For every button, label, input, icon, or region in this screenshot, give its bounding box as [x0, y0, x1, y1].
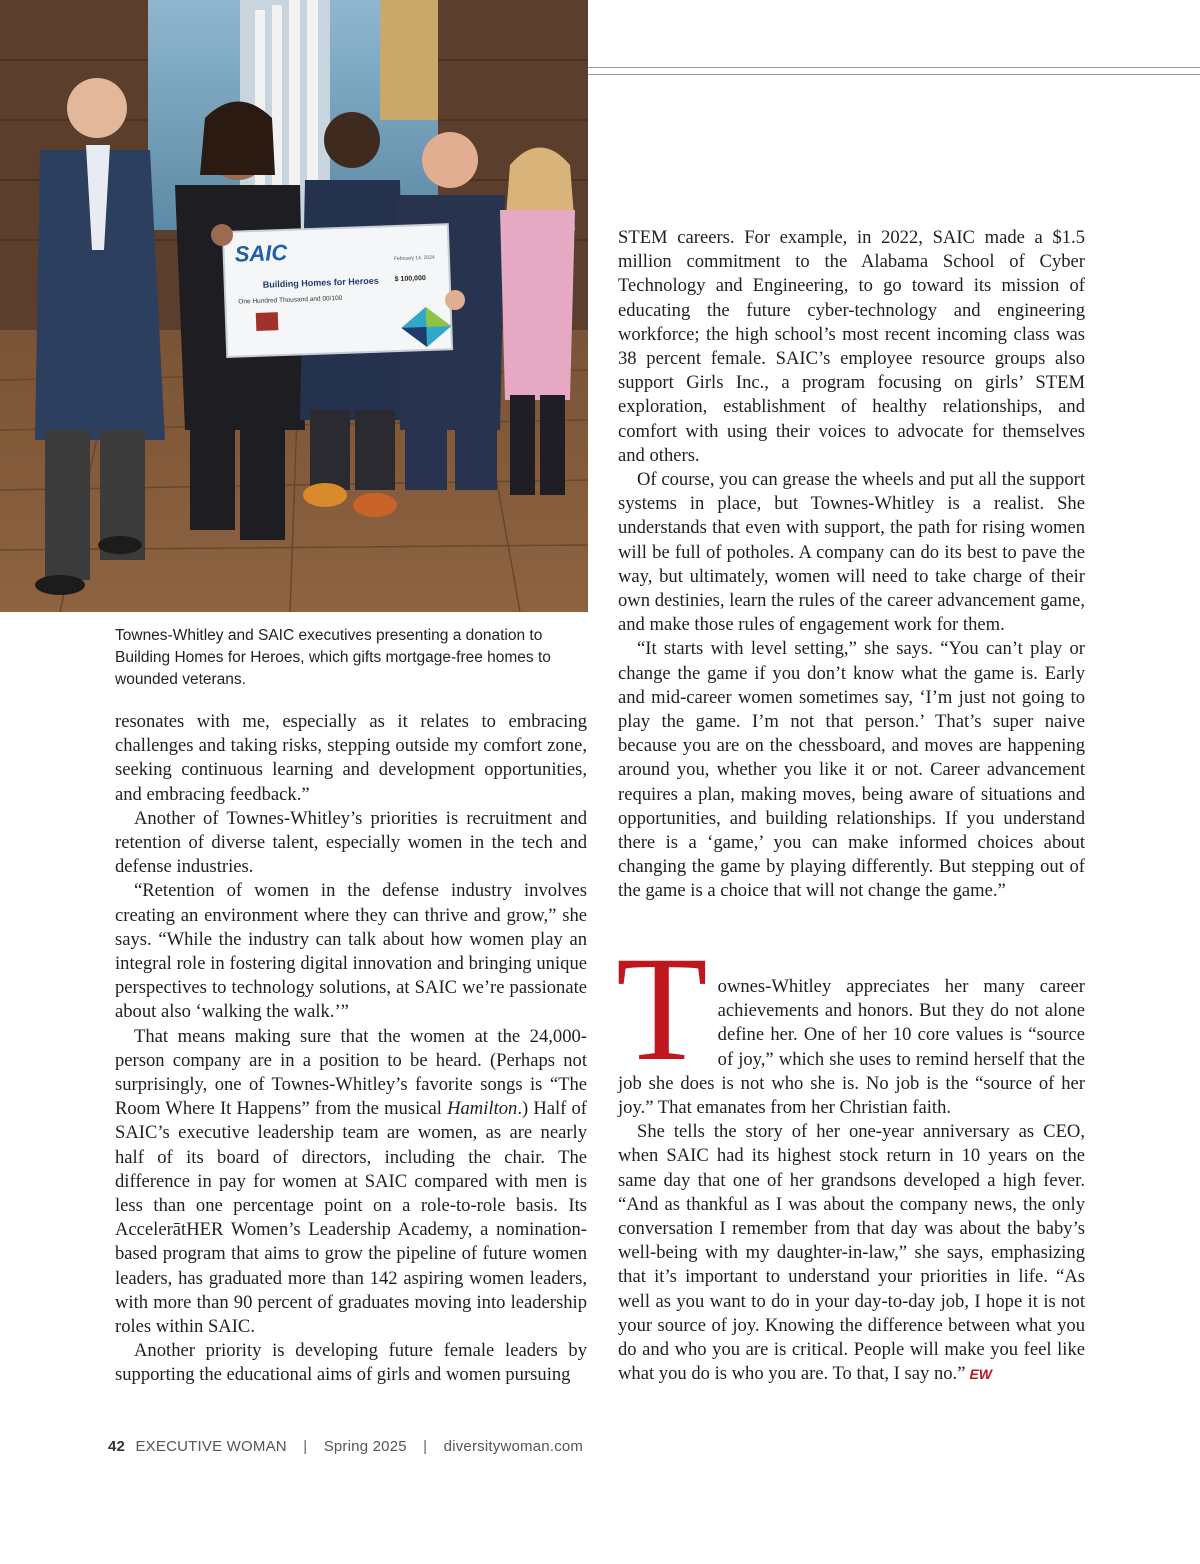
- footer-separator: |: [423, 1438, 428, 1455]
- issue-date: Spring 2025: [323, 1438, 407, 1455]
- donation-check: [223, 224, 452, 357]
- paragraph: Townes-Whitley appreciates her many career achievements and honors. But they do not alone define her. One of her 10 core values is “source of joy,” which she uses to remind herself that the job she does is not who she is. No job is the “source of her joy.” That emanates from her Christian faith.: [616, 926, 1085, 1119]
- header-rule-top: [588, 67, 1200, 68]
- photo-caption: Townes-Whitley and SAIC executives presenting a donation to Building Homes for Heroes, which gifts mortgage-free homes to wounded veterans.: [115, 627, 551, 688]
- drop-cap: T: [616, 926, 708, 1092]
- end-mark: EW: [969, 1366, 993, 1383]
- check-words: One Hundred Thousand and 00/100: [238, 294, 343, 306]
- body-column-right-bottom: [616, 926, 1085, 1386]
- check-amount: $ 100,000: [394, 275, 426, 284]
- page-footer: [108, 1438, 583, 1455]
- footer-separator: |: [303, 1438, 308, 1455]
- paragraph: Another of Townes-Whitley’s priorities is recruitment and retention of diverse talent, especially women in the tech and defense industries.: [115, 807, 587, 878]
- paragraph: “Retention of women in the defense industry involves creating an environment where they can thrive and grow,” she says. “While the industry can talk about how women play an integral role in fostering digital innovation and bringing unique perspectives to technology solutions, at SAIC we’re passionate about also ‘walking the walk.’”: [115, 880, 587, 1023]
- italic-title: Hamilton: [447, 1098, 518, 1120]
- body-column-right-top: [618, 226, 1085, 904]
- paragraph: That means making sure that the women at the 24,000-person company are in a position to be heard. (Perhaps not surprisingly, one of Townes-Whitley’s favorite songs is “The Room Where It Happens” from the musical Hamilton.) Half of SAIC’s executive leadership team are women, as are nearly half of its board of directors, including the chair. The difference in pay for women at SAIC compared with men is less than one percentage point on a role-to-role basis. Its AccelerātHER Women’s Leadership Academy, a nomination-based program that aims to grow the pipeline of future women leaders, has graduated more than 142 aspiring women leaders, with more than 90 percent of graduates moving into leadership roles within SAIC.: [115, 1025, 587, 1338]
- header-rule-bottom: [588, 74, 1200, 75]
- paragraph: Another priority is developing future female leaders by supporting the educational aims of girls and women pursuing: [115, 1340, 587, 1386]
- check-payee: Building Homes for Heroes: [262, 275, 379, 290]
- paragraph: Of course, you can grease the wheels and put all the support systems in place, but Townes-Whitley is a realist. She understands that even with support, the path for rising women will be full of potholes. A company can do its best to pave the way, but ultimately, women will need to take charge of their own destinies, learn the rules of the career advancement game, and make those rules of engagement work for them.: [618, 469, 1085, 636]
- paragraph: She tells the story of her one-year anniversary as CEO, when SAIC had its highest stock return in 10 years on the same day that one of her grandsons developed a high fever. “And as thankful as I was about the company news, the only conversation I remember from that day was about the baby’s well-being with my daughter-in-law,” she says, emphasizing that it’s important to understand your priorities in life. “As well as you want to do in your day-to-day job, I hope it is not your source of joy. Knowing the difference between what you do and who you are is critical. People will make you feel like what you do is who you are. To that, I say no.” EW: [618, 1121, 1085, 1385]
- paragraph: resonates with me, especially as it relates to embracing challenges and taking risks, stepping outside my comfort zone, seeking continuous learning and development opportunities, and embracing feedback.”: [115, 711, 587, 805]
- paragraph: “It starts with level setting,” she says. “You can’t play or change the game if you don’t know what the game is. Early and mid-career women sometimes say, ‘I’m just not going to play the game. I’m not that person.’ That’s super naive because you are on the chessboard, and moves are happening around you, whether you like it or not. Career advancement requires a plan, making moves, being aware of situations and opportunities, and building relationships. If you understand there is a ‘game,’ you can make informed choices about changing the game by playing differently. But stepping out of the game is a choice that will not change the game.”: [618, 638, 1085, 902]
- body-column-left: [115, 710, 587, 1388]
- page-number: 42: [108, 1438, 126, 1455]
- paragraph: STEM careers. For example, in 2022, SAIC made a $1.5 million commitment to the Alabama School of Cyber Technology and Engineering, to go toward its mission of educating the future cyber-technology and engineering workforce; the high school’s most recent incoming class was 38 percent female. SAIC’s employee resource groups also support Girls Inc., a program focusing on girls’ STEM exploration, establishment of healthy relationships, and comfort with using their voices to advocate for themselves and others.: [618, 227, 1085, 466]
- magazine-name: EXECUTIVE WOMAN: [135, 1438, 287, 1455]
- website-link[interactable]: diversitywoman.com: [443, 1438, 584, 1455]
- event-photo: [0, 0, 588, 612]
- event-photo-illustration: [0, 0, 588, 612]
- check-brand: SAIC: [234, 239, 288, 267]
- check-date: February 14, 2024: [393, 254, 435, 263]
